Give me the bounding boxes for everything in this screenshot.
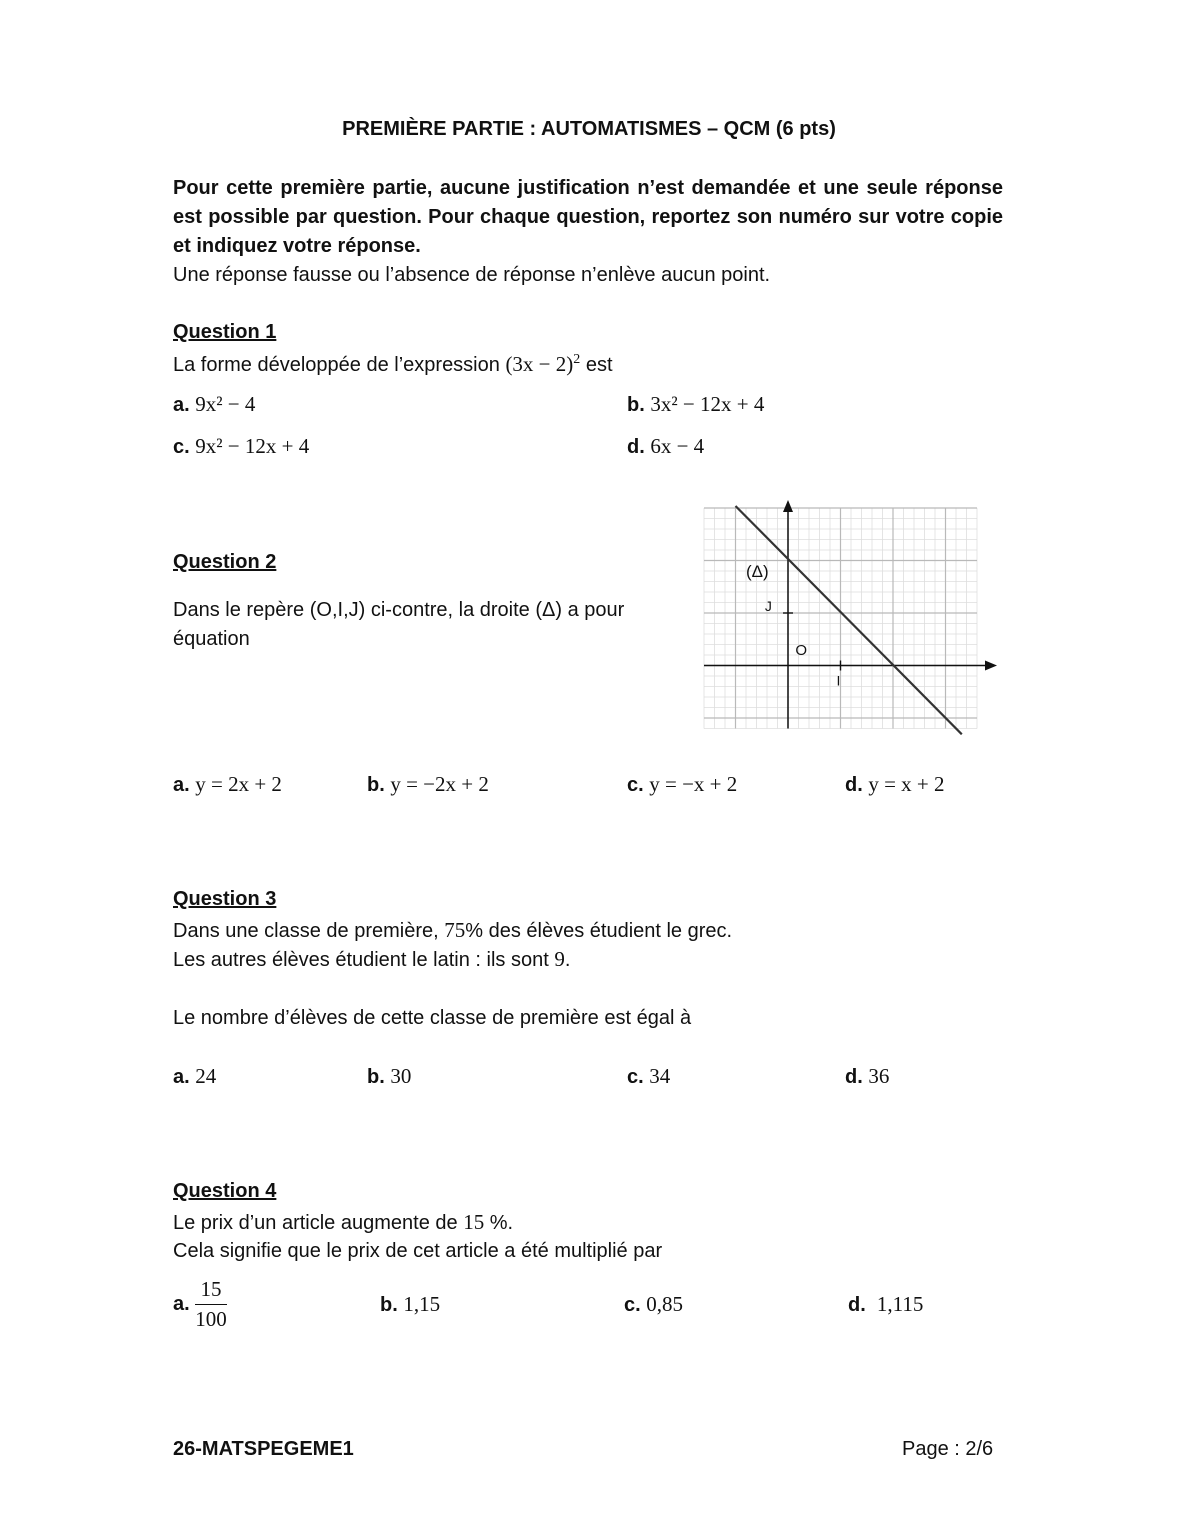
question-3-option-a[interactable] bbox=[173, 1064, 216, 1089]
question-2-option-b[interactable] bbox=[367, 772, 489, 797]
question-1-expression-exponent: 2 bbox=[573, 352, 581, 367]
option-label: a. bbox=[173, 774, 190, 796]
option-value: 30 bbox=[390, 1064, 412, 1088]
number: 9 bbox=[554, 947, 565, 971]
coordinate-graph bbox=[700, 500, 1000, 745]
question-3-option-c[interactable] bbox=[627, 1064, 670, 1089]
option-label: a. bbox=[173, 1292, 190, 1315]
option-label: d. bbox=[845, 1066, 863, 1088]
number: 75 bbox=[444, 918, 466, 942]
text: . bbox=[564, 949, 571, 971]
question-1-expression-base: (3x − 2) bbox=[505, 352, 574, 376]
option-value: 3x² − 12x + 4 bbox=[650, 392, 765, 416]
text: %. bbox=[484, 1212, 514, 1234]
instructions-note: Une réponse fausse ou l’absence de réponse n’enlève aucun point. bbox=[173, 264, 771, 286]
question-1-option-a[interactable] bbox=[173, 392, 255, 417]
footer-page-number: Page : 2/6 bbox=[902, 1438, 994, 1460]
question-1-option-d[interactable] bbox=[627, 434, 704, 459]
option-value: 9x² − 12x + 4 bbox=[195, 434, 310, 458]
section-title: PREMIÈRE PARTIE : AUTOMATISMES – QCM (6 pts) bbox=[342, 118, 836, 140]
option-label: c. bbox=[173, 436, 190, 458]
question-3-line-2 bbox=[173, 945, 570, 975]
origin-label: O bbox=[795, 641, 808, 659]
option-value: 0,85 bbox=[646, 1292, 683, 1316]
option-value: y = −2x + 2 bbox=[390, 772, 489, 796]
question-3-heading: Question 3 bbox=[173, 888, 277, 910]
fraction bbox=[195, 1277, 227, 1332]
text: Dans une classe de première, bbox=[173, 920, 445, 942]
question-1-heading: Question 1 bbox=[173, 321, 277, 343]
grid-major bbox=[704, 508, 977, 729]
question-1-expression bbox=[505, 352, 580, 376]
text: Le prix d’un article augmente de bbox=[173, 1212, 464, 1234]
question-2-option-d[interactable] bbox=[845, 772, 945, 797]
line-delta-label: (Δ) bbox=[746, 562, 769, 581]
option-value: 34 bbox=[649, 1064, 671, 1088]
question-4-heading: Question 4 bbox=[173, 1180, 277, 1202]
question-4-option-d[interactable] bbox=[848, 1292, 923, 1317]
option-value: 24 bbox=[195, 1064, 217, 1088]
question-1-option-c[interactable] bbox=[173, 434, 309, 459]
question-2-option-a[interactable] bbox=[173, 772, 282, 797]
number: 15 bbox=[463, 1210, 485, 1234]
option-label: b. bbox=[380, 1294, 398, 1316]
question-3-option-b[interactable] bbox=[367, 1064, 411, 1089]
question-2-option-c[interactable] bbox=[627, 772, 737, 797]
question-3-line-3: Le nombre d’élèves de cette classe de première est égal à bbox=[173, 1007, 692, 1029]
option-label: a. bbox=[173, 394, 190, 416]
option-label: b. bbox=[367, 1066, 385, 1088]
option-value: 1,15 bbox=[403, 1292, 441, 1316]
question-3-option-d[interactable] bbox=[845, 1064, 889, 1089]
point-i-label: I bbox=[836, 672, 841, 689]
option-label: c. bbox=[624, 1294, 641, 1316]
option-label: b. bbox=[367, 774, 385, 796]
x-axis-arrow bbox=[985, 661, 997, 671]
option-label: d. bbox=[845, 774, 863, 796]
question-4-line-1 bbox=[173, 1208, 513, 1238]
option-value: 9x² − 4 bbox=[195, 392, 256, 416]
option-label: d. bbox=[627, 436, 645, 458]
option-label: c. bbox=[627, 1066, 644, 1088]
question-1-stem bbox=[173, 350, 613, 380]
question-1-option-b[interactable] bbox=[627, 392, 764, 417]
question-1-stem-end: est bbox=[580, 354, 613, 376]
question-3-line-1 bbox=[173, 916, 732, 946]
point-j-label: J bbox=[764, 598, 772, 614]
option-value: y = −x + 2 bbox=[649, 772, 738, 796]
question-4-option-b[interactable] bbox=[380, 1292, 440, 1317]
option-value: y = x + 2 bbox=[868, 772, 945, 796]
question-1-stem-text: La forme développée de l’expression bbox=[173, 354, 506, 376]
y-axis-arrow bbox=[783, 500, 793, 512]
option-label: a. bbox=[173, 1066, 190, 1088]
question-2-heading: Question 2 bbox=[173, 551, 277, 573]
text: % des élèves étudient le grec. bbox=[465, 920, 733, 942]
instructions-bold: Pour cette première partie, aucune justification n’est demandée et une seule réponse est possible par question. Pour chaque question, reportez son numéro sur votre copie et indiquez votre réponse. bbox=[173, 177, 1003, 257]
footer-exam-code: 26-MATSPEGEME1 bbox=[173, 1438, 354, 1460]
fraction-numerator: 15 bbox=[195, 1277, 227, 1305]
question-4-line-2: Cela signifie que le prix de cet article a été multiplié par bbox=[173, 1240, 663, 1262]
line-delta bbox=[736, 506, 962, 734]
question-4-option-a[interactable] bbox=[173, 1277, 227, 1332]
option-label: d. bbox=[848, 1294, 866, 1316]
option-label: c. bbox=[627, 774, 644, 796]
question-4-option-c[interactable] bbox=[624, 1292, 683, 1317]
fraction-denominator: 100 bbox=[195, 1307, 227, 1331]
axis-ticks bbox=[783, 613, 841, 671]
option-value: 6x − 4 bbox=[650, 434, 705, 458]
option-value: 36 bbox=[868, 1064, 890, 1088]
option-value: 1,115 bbox=[876, 1292, 924, 1316]
text: Les autres élèves étudient le latin : ils sont bbox=[173, 949, 555, 971]
option-label: b. bbox=[627, 394, 645, 416]
option-value: y = 2x + 2 bbox=[195, 772, 282, 796]
question-2-stem: Dans le repère (O,I,J) ci-contre, la droite (Δ) a pour équation bbox=[173, 599, 625, 650]
instructions bbox=[173, 174, 1003, 290]
